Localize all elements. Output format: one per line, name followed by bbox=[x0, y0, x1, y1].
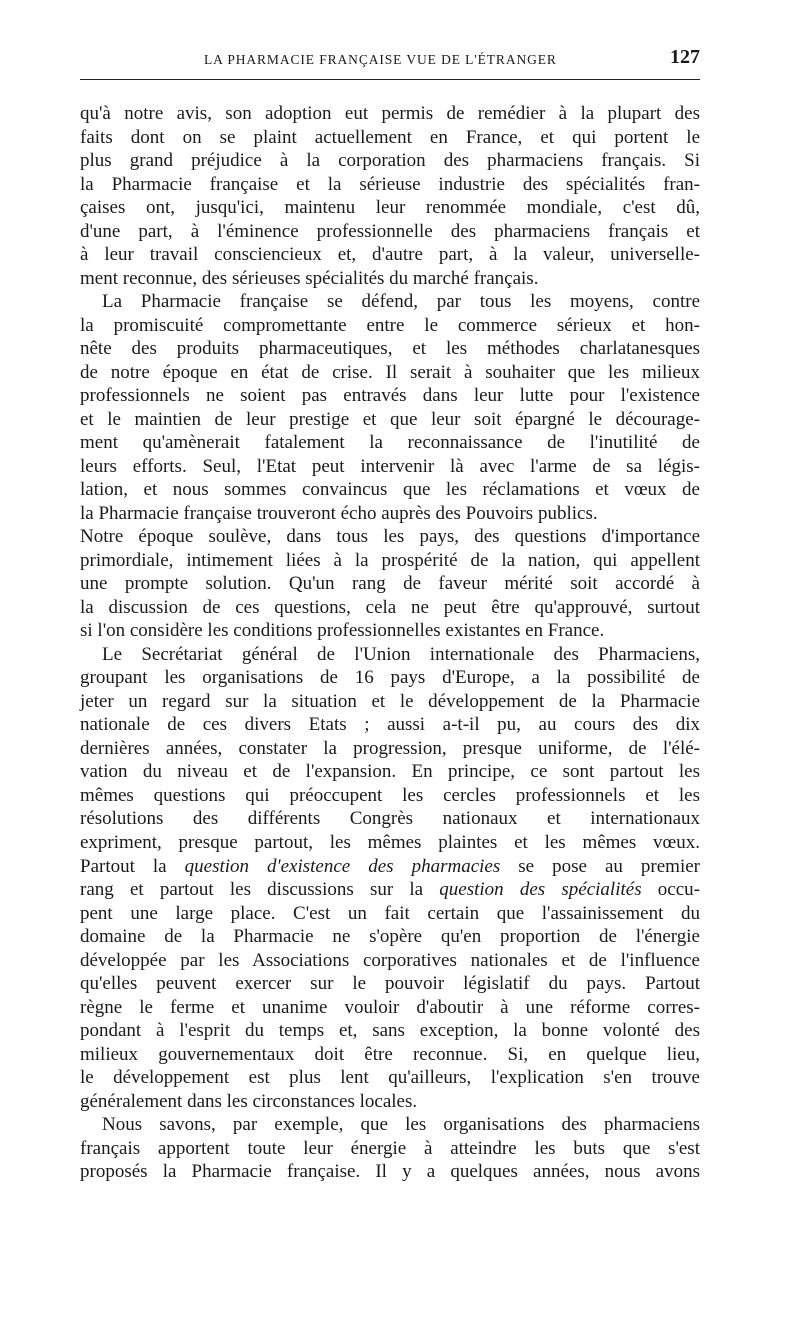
text-line: Nous savons, par exemple, que les organisations des pharmaciens bbox=[102, 1114, 700, 1136]
text-line: la Pharmacie française trouveront écho auprès des Pouvoirs publics. bbox=[80, 502, 598, 524]
text-line: généralement dans les circonstances locales. bbox=[80, 1090, 418, 1112]
text-line: et le maintien de leur prestige et que leur soit épargné le décourage- bbox=[80, 408, 700, 430]
text-fragment: se pose au premier bbox=[500, 855, 700, 877]
text-line: résolutions des différents Congrès nationaux et internationaux bbox=[80, 808, 700, 830]
text-line: ment qu'amènerait fatalement la reconnaissance de l'inutilité de bbox=[80, 432, 700, 454]
text-line: expriment, presque partout, les mêmes plaintes et les mêmes vœux. bbox=[80, 831, 700, 853]
text-line: lation, et nous sommes convaincus que les réclamations et vœux de bbox=[80, 479, 700, 501]
text-line: proposés la Pharmacie française. Il y a quelques années, nous avons bbox=[80, 1161, 700, 1183]
text-line bbox=[80, 855, 700, 879]
text-line: règne le ferme et unanime vouloir d'aboutir à une réforme corres- bbox=[80, 996, 700, 1018]
text-line: d'une part, à l'éminence professionnelle des pharmaciens français et bbox=[80, 220, 700, 242]
text-line: ment reconnue, des sérieuses spécialités du marché français. bbox=[80, 267, 539, 289]
text-line: primordiale, intimement liées à la prospérité de la nation, qui appellent bbox=[80, 549, 700, 571]
text-line: vation du niveau et de l'expansion. En principe, ce sont partout les bbox=[80, 761, 700, 783]
text-line: professionnels ne soient pas entravés dans leur lutte pour l'existence bbox=[80, 385, 700, 407]
text-line: pent une large place. C'est un fait certain que l'assainissement du bbox=[80, 902, 700, 924]
text-line: faits dont on se plaint actuellement en France, et qui portent le bbox=[80, 126, 700, 148]
header-rule bbox=[80, 79, 700, 80]
text-line: Le Secrétariat général de l'Union internationale des Pharmaciens, bbox=[102, 643, 700, 665]
text-line: domaine de la Pharmacie ne s'opère qu'en proportion de l'énergie bbox=[80, 926, 700, 948]
text-line: çaises ont, jusqu'ici, maintenu leur renommée mondiale, c'est dû, bbox=[80, 197, 700, 219]
text-line: si l'on considère les conditions professionnelles existantes en France. bbox=[80, 620, 605, 642]
text-line: groupant les organisations de 16 pays d'Europe, a la possibilité de bbox=[80, 667, 700, 689]
text-line: nête des produits pharmaceutiques, et les méthodes charlatanesques bbox=[80, 338, 700, 360]
text-line: dernières années, constater la progression, presque uniforme, de l'élé- bbox=[80, 737, 700, 759]
text-fragment: rang et partout les discussions sur la bbox=[80, 879, 440, 901]
text-line: français apportent toute leur énergie à atteindre les buts que s'est bbox=[80, 1137, 700, 1159]
text-line: plus grand préjudice à la corporation des pharmaciens français. Si bbox=[80, 150, 700, 172]
text-fragment: occu- bbox=[641, 879, 700, 901]
text-line: à leur travail consciencieux et, d'autre part, à la valeur, universelle- bbox=[80, 244, 700, 266]
page-number: 127 bbox=[670, 46, 700, 68]
text-fragment: Partout la bbox=[80, 855, 185, 877]
text-line: Notre époque soulève, dans tous les pays, des questions d'importance bbox=[80, 526, 700, 548]
text-line: qu'elles peuvent exercer sur le pouvoir législatif du pays. Partout bbox=[80, 973, 700, 995]
body-text bbox=[80, 102, 700, 1184]
text-line: de notre époque en état de crise. Il serait à souhaiter que les milieux bbox=[80, 361, 700, 383]
text-line: le développement est plus lent qu'ailleurs, l'explication s'en trouve bbox=[80, 1067, 700, 1089]
text-line: la promiscuité compromettante entre le commerce sérieux et hon- bbox=[80, 314, 700, 336]
text-line: milieux gouvernementaux doit être reconnue. Si, en quelque lieu, bbox=[80, 1043, 700, 1065]
italic-phrase: question des spécialités bbox=[439, 879, 642, 901]
text-line: mêmes questions qui préoccupent les cercles professionnels et les bbox=[80, 784, 700, 806]
running-title: LA PHARMACIE FRANÇAISE VUE DE L'ÉTRANGER bbox=[204, 52, 557, 67]
italic-phrase: question d'existence des pharmacies bbox=[184, 855, 501, 877]
text-line: La Pharmacie française se défend, par tous les moyens, contre bbox=[102, 291, 700, 313]
text-line: développée par les Associations corporatives nationales et de l'influence bbox=[80, 949, 700, 971]
text-line: la discussion de ces questions, cela ne peut être qu'approuvé, surtout bbox=[80, 596, 700, 618]
text-line: une prompte solution. Qu'un rang de faveur mérité soit accordé à bbox=[80, 573, 700, 595]
text-line: qu'à notre avis, son adoption eut permis de remédier à la plupart des bbox=[80, 103, 700, 124]
text-line: jeter un regard sur la situation et le développement de la Pharmacie bbox=[80, 690, 700, 712]
text-line bbox=[80, 878, 700, 902]
text-line: nationale de ces divers Etats ; aussi a-t-il pu, au cours des dix bbox=[80, 714, 700, 736]
text-line: pondant à l'esprit du temps et, sans exception, la bonne volonté des bbox=[80, 1020, 700, 1042]
text-line: la Pharmacie française et la sérieuse industrie des spécialités fran- bbox=[80, 173, 700, 195]
text-line: leurs efforts. Seul, l'Etat peut intervenir là avec l'arme de sa légis- bbox=[80, 455, 700, 477]
running-header bbox=[80, 46, 700, 76]
